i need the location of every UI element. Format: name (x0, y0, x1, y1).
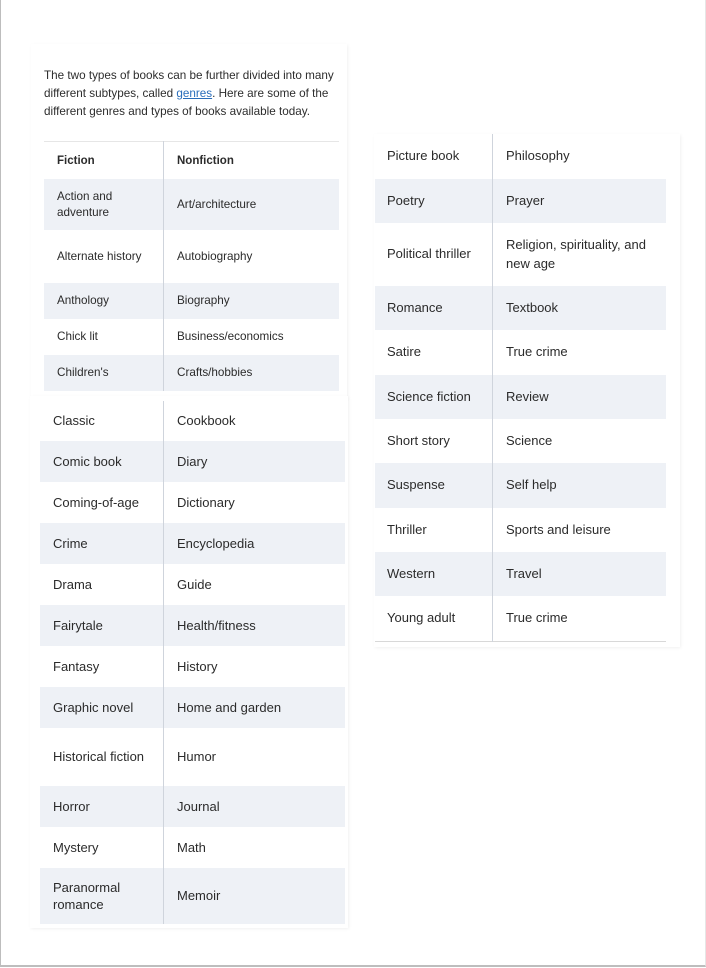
table-row (375, 134, 666, 179)
nonfiction-cell: Crafts/hobbies (164, 355, 340, 391)
table-row (375, 463, 666, 508)
table-row (40, 401, 345, 441)
fiction-cell: Satire (375, 330, 493, 375)
nonfiction-cell: Sports and leisure (506, 521, 611, 537)
genres-table-middle (40, 401, 345, 924)
fiction-cell: Fantasy (40, 646, 164, 687)
nonfiction-cell: Prayer (493, 179, 667, 223)
fiction-cell: Chick lit (44, 319, 164, 355)
fiction-cell: Young adult (375, 596, 493, 641)
nonfiction-cell: Art/architecture (164, 179, 340, 230)
table-row (40, 646, 345, 687)
table-row (40, 482, 345, 523)
table-row (40, 868, 345, 924)
nonfiction-cell: Science (506, 432, 553, 448)
fiction-cell: Picture book (375, 134, 493, 179)
nonfiction-cell: Math (177, 839, 206, 855)
fiction-cell: Mystery (40, 827, 164, 868)
table-row (375, 223, 666, 286)
nonfiction-cell: Religion, spirituality, and new age (506, 237, 646, 271)
fiction-cell: Thriller (375, 508, 493, 552)
fiction-cell: Suspense (375, 463, 493, 508)
nonfiction-cell: Home and garden (164, 687, 346, 728)
fiction-cell: Western (375, 552, 493, 596)
table-row (44, 179, 339, 230)
intro-text-after: . Here are some of the different genres and types of books available today. (44, 86, 329, 119)
intro-text-before: The two types of books can be further divided into many different subtypes, called (44, 68, 334, 100)
table-row (40, 441, 345, 482)
nonfiction-cell: Guide (177, 576, 212, 592)
fiction-cell: Drama (40, 564, 164, 605)
nonfiction-cell: Travel (493, 552, 667, 596)
fiction-cell: Classic (40, 401, 164, 441)
table-row (40, 687, 345, 728)
nonfiction-cell: True crime (506, 344, 568, 360)
table-row (40, 564, 345, 605)
table-row (44, 283, 339, 319)
fiction-cell: Science fiction (375, 375, 493, 419)
table-row (375, 179, 666, 223)
table-row (40, 523, 345, 564)
table-row (375, 596, 666, 641)
fiction-cell: Short story (375, 419, 493, 463)
genres-table-top (44, 141, 339, 391)
fiction-cell: Poetry (375, 179, 493, 223)
nonfiction-cell: Journal (164, 786, 346, 827)
fiction-cell: Coming-of-age (40, 482, 164, 523)
fiction-cell: Children's (44, 355, 164, 391)
table-row (375, 552, 666, 596)
table-row (375, 286, 666, 330)
fiction-cell: Political thriller (375, 223, 493, 286)
nonfiction-cell: Business/economics (177, 330, 284, 344)
genres-table-right (375, 134, 666, 642)
nonfiction-cell: True crime (506, 610, 568, 625)
fiction-cell: Action and adventure (44, 179, 164, 230)
fiction-cell: Graphic novel (40, 687, 164, 728)
intro-paragraph (44, 67, 340, 122)
table-row (40, 827, 345, 868)
fiction-cell: Historical fiction (40, 728, 164, 786)
table-row (44, 355, 339, 391)
nonfiction-cell: Autobiography (177, 249, 253, 263)
nonfiction-cell: Philosophy (506, 148, 570, 164)
nonfiction-cell: Memoir (164, 868, 346, 924)
fiction-cell: Horror (40, 786, 164, 827)
nonfiction-cell: Diary (164, 441, 346, 482)
fiction-cell: Paranormal romance (40, 868, 164, 924)
nonfiction-cell: Review (493, 375, 667, 419)
fiction-cell: Fairytale (40, 605, 164, 646)
nonfiction-cell: Humor (177, 749, 217, 765)
table-row (375, 508, 666, 552)
table-row (375, 330, 666, 375)
nonfiction-cell: Dictionary (177, 494, 235, 510)
fiction-cell: Romance (375, 286, 493, 330)
nonfiction-cell: Biography (164, 283, 340, 319)
fiction-cell: Comic book (40, 441, 164, 482)
nonfiction-cell: Self help (493, 463, 667, 508)
nonfiction-header: Nonfiction (177, 154, 234, 167)
fiction-cell: Anthology (44, 283, 164, 319)
nonfiction-cell: Textbook (493, 286, 667, 330)
table-row (40, 786, 345, 827)
fiction-cell: Alternate history (44, 230, 164, 283)
table-row (375, 375, 666, 419)
nonfiction-cell: Cookbook (177, 413, 236, 429)
table-row (40, 728, 345, 786)
nonfiction-cell: History (177, 658, 218, 674)
table-row (40, 605, 345, 646)
table-row (44, 230, 339, 283)
table-header-row (44, 142, 339, 180)
fiction-header: Fiction (44, 142, 164, 180)
table-row (375, 419, 666, 463)
genres-link[interactable]: genres (176, 86, 213, 100)
nonfiction-cell: Encyclopedia (164, 523, 346, 564)
table-row (44, 319, 339, 355)
fiction-cell: Crime (40, 523, 164, 564)
nonfiction-cell: Health/fitness (164, 605, 346, 646)
